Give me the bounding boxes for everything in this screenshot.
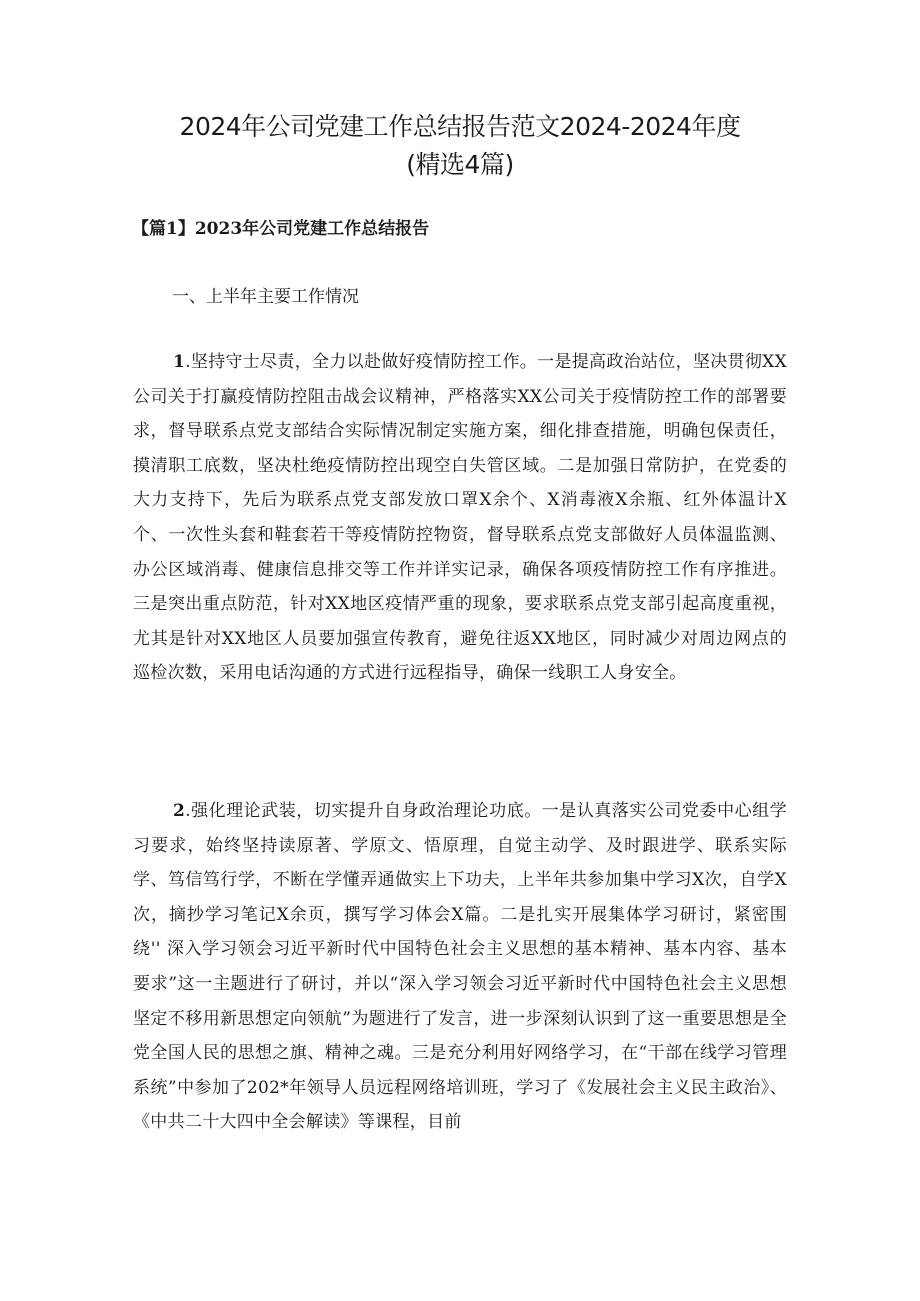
paragraph-text: .强化理论武装，切实提升自身政治理论功底。一是认真落实公司党委中心组学习要求，始终坚持读原著、学原文、悟原理，自觉主动学、及时跟进学、联系实际学、笃信笃行学，不断在学懂弄通做实上下功夫，上半年共参加集中学习X次，自学X次，摘抄学习笔记X余页，撰写学习体会X篇。二是扎实开展集体学习研讨，紧密围绕'' 深入学习领会习近平新时代中国特色社会主义思想的基本精神、基本内容、基本要求”这一主题进行了研讨，并以“深入学习领会习近平新时代中国特色社会主义思想坚定不移用新思想定向领航”为题进行了发言，进一步深刻认识到了这一重要思想是全党全国人民的思想之旗、精神之魂。三是充分利用好网络学习，在“干部在线学习管理系统”中参加了202*年领导人员远程网络培训班，学习了《发展社会主义民主政治》、《中共二十大四中全会解读》等课程，目前 — [133, 801, 787, 1133]
paragraph-1 — [133, 345, 787, 691]
paragraph-number: 1 — [173, 352, 186, 372]
paragraph-text: .坚持守士尽责，全力以赴做好疫情防控工作。一是提高政治站位，坚决贯彻XX公司关于打赢疫情防控阻击战会议精神，严格落实XX公司关于疫情防控工作的部署要求，督导联系点党支部结合实际情况制定实施方案，细化排查措施，明确包保责任，摸清职工底数，坚决杜绝疫情防控出现空白失管区域。二是加强日常防护，在党委的大力支持下，先后为联系点党支部发放口罩X余个、X消毒液X余瓶、红外体温计X个、一次性头套和鞋套若干等疫情防控物资，督导联系点党支部做好人员体温监测、办公区域消毒、健康信息排交等工作并详实记录，确保各项疫情防控工作有序推进。三是突出重点防范，针对XX地区疫情严重的现象，要求联系点党支部引起高度重视，尤其是针对XX地区人员要加强宣传教育，避免往返XX地区，同时减少对周边网点的巡检次数，采用电话沟通的方式进行远程指导，确保一线职工人身安全。 — [133, 352, 787, 684]
document-title — [140, 108, 780, 184]
paragraph-number: 2 — [173, 801, 186, 821]
title-line-2: (精选4篇) — [406, 150, 514, 179]
title-line-1: 2024年公司党建工作总结报告范文2024-2024年度 — [179, 112, 741, 141]
section-heading: 【篇1】2023年公司党建工作总结报告 — [132, 219, 430, 239]
sub-heading: 一、上半年主要工作情况 — [172, 287, 359, 307]
paragraph-2 — [133, 794, 787, 1140]
